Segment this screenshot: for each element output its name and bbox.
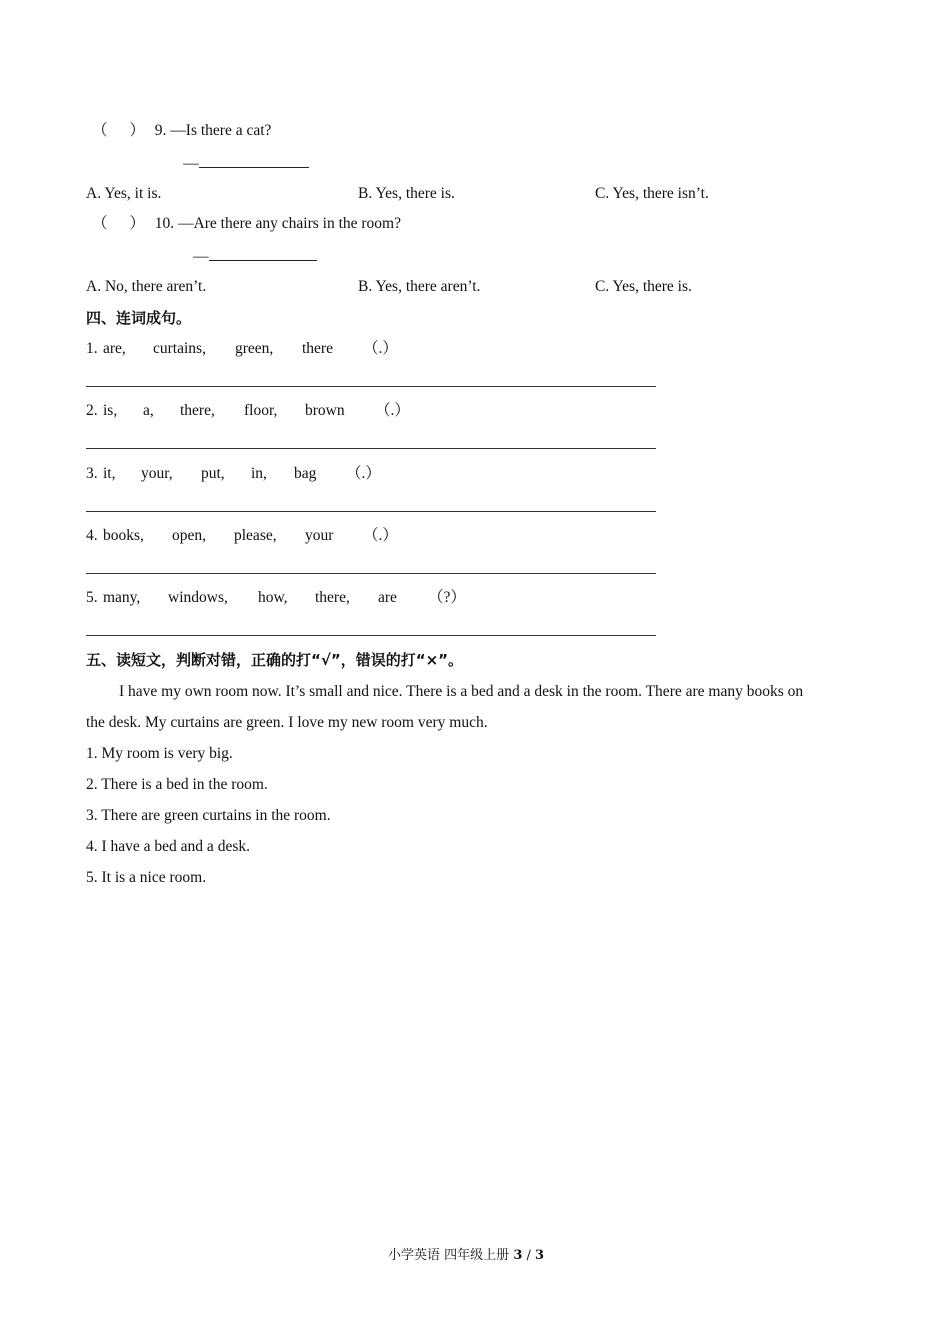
question-number: 10.	[154, 215, 175, 232]
answer-paren-open: （	[92, 215, 108, 232]
word: how,	[258, 589, 288, 606]
word: are,	[103, 340, 126, 357]
answer-line[interactable]	[86, 573, 656, 574]
word: there,	[180, 402, 215, 419]
word: many,	[103, 589, 141, 606]
answer-paren-open: （	[92, 122, 108, 139]
statement-4: 4. I have a bed and a desk.	[86, 838, 250, 855]
page-footer	[388, 1246, 544, 1266]
word: floor,	[244, 402, 278, 419]
option-c: C. Yes, there isn’t.	[595, 185, 709, 202]
answer-dash: —	[183, 155, 199, 172]
section-5-heading: 五、读短文，判断对错，正确的打“√”，错误的打“×”。	[86, 651, 464, 669]
word: a,	[143, 402, 154, 419]
word: windows,	[168, 589, 228, 606]
answer-line[interactable]	[86, 448, 656, 449]
answer-blank[interactable]	[199, 153, 309, 168]
word: it,	[103, 465, 116, 482]
punctuation-hint: （.）	[363, 340, 398, 357]
word: in,	[251, 465, 267, 482]
option-b: B. Yes, there aren’t.	[358, 278, 481, 295]
item-number: 2.	[86, 402, 98, 419]
option-c: C. Yes, there is.	[595, 278, 692, 295]
question-text: —Are there any chairs in the room?	[178, 215, 401, 232]
question-number: 9.	[154, 122, 167, 139]
word: bag	[294, 465, 317, 482]
section-4-heading: 四、连词成句。	[86, 309, 192, 327]
answer-line[interactable]	[86, 511, 656, 512]
statement-1: 1. My room is very big.	[86, 745, 233, 762]
word: green,	[235, 340, 274, 357]
item-number: 1.	[86, 340, 98, 357]
punctuation-hint: （?）	[428, 589, 466, 606]
question-9-stem	[92, 121, 271, 141]
statement-2: 2. There is a bed in the room.	[86, 776, 268, 793]
word: your	[305, 527, 334, 544]
word: brown	[305, 402, 345, 419]
punctuation-hint: （.）	[346, 465, 381, 482]
statement-3: 3. There are green curtains in the room.	[86, 807, 331, 824]
punctuation-hint: （.）	[375, 402, 410, 419]
word: your,	[141, 465, 173, 482]
option-a: A. No, there aren’t.	[86, 278, 207, 295]
answer-dash: —	[193, 248, 209, 265]
footer-grade: 四年级上册	[444, 1248, 510, 1263]
word: are	[378, 589, 397, 606]
word: put,	[201, 465, 225, 482]
passage-line-2: the desk. My curtains are green. I love my new room very much.	[86, 714, 488, 731]
page-total: 3	[535, 1248, 545, 1263]
item-number: 5.	[86, 589, 98, 606]
page-separator: /	[526, 1248, 531, 1263]
answer-paren-close: ）	[129, 122, 146, 139]
answer-blank[interactable]	[209, 246, 317, 261]
word: curtains,	[153, 340, 206, 357]
footer-subject: 小学英语	[388, 1248, 441, 1263]
answer-paren-close: ）	[129, 215, 146, 232]
question-9-answer-line	[183, 153, 309, 174]
question-text: —Is there a cat?	[170, 122, 272, 139]
answer-line[interactable]	[86, 386, 656, 387]
word: is,	[103, 402, 118, 419]
item-number: 4.	[86, 527, 98, 544]
option-b: B. Yes, there is.	[358, 185, 455, 202]
passage-line-1: I have my own room now. It’s small and nice. There is a bed and a desk in the room. There are many books on	[119, 683, 804, 700]
question-10-stem	[92, 214, 401, 234]
punctuation-hint: （.）	[363, 527, 398, 544]
word: there	[302, 340, 333, 357]
answer-line[interactable]	[86, 635, 656, 636]
option-a: A. Yes, it is.	[86, 185, 162, 202]
word: open,	[172, 527, 207, 544]
statement-5: 5. It is a nice room.	[86, 869, 207, 886]
page-current: 3	[513, 1248, 523, 1263]
word: please,	[234, 527, 277, 544]
word: books,	[103, 527, 144, 544]
question-10-answer-line	[193, 246, 317, 267]
item-number: 3.	[86, 465, 98, 482]
word: there,	[315, 589, 350, 606]
